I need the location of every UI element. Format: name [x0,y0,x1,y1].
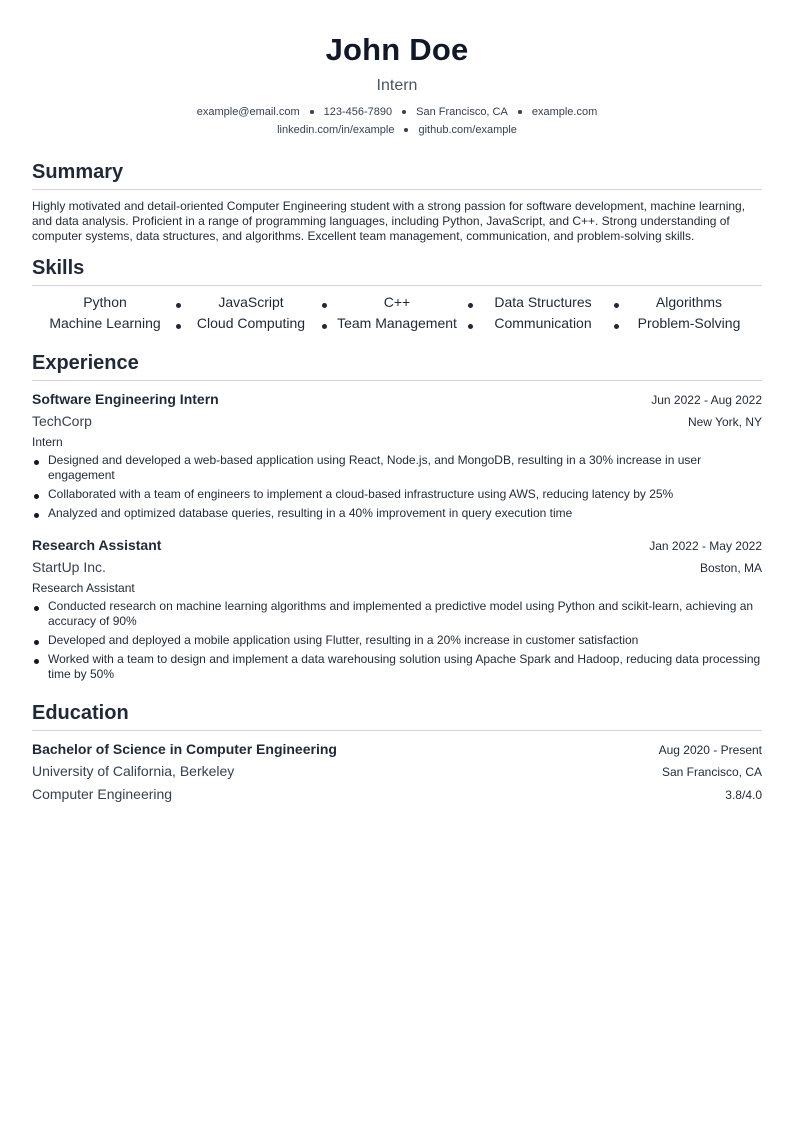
skill-item: Algorithms [655,294,723,310]
summary-section [32,159,762,244]
contact-phone[interactable]: 123-456-7890 [323,106,393,118]
company-name: TechCorp [32,413,92,429]
skill-item: Communication [470,313,616,334]
skill-item: Cloud Computing [178,313,324,334]
bullet-item: Developed and deployed a mobile application using Flutter, resulting in a 20% increase in customer satisfaction [32,633,762,648]
candidate-name: John Doe [325,32,469,67]
contact-github[interactable]: github.com/example [418,124,517,136]
job-role: Research Assistant [32,581,135,595]
contact-row-primary [32,103,762,121]
degree-title: Bachelor of Science in Computer Engineering [32,741,337,757]
job-bullets [32,453,762,521]
skill-item: C++ [324,292,470,313]
contact-row-secondary [32,121,762,139]
experience-section [32,350,762,682]
skills-list [32,292,762,334]
skill-item: JavaScript [178,292,324,313]
bullet-item: Designed and developed a web-based application using React, Node.js, and MongoDB, resulting in a 30% increase in user engagement [32,453,762,483]
resume-header [32,0,762,139]
gpa-value: 3.8/4.0 [725,788,762,802]
education-heading: Education [32,700,762,731]
bullet-item: Worked with a team to design and implement a data warehousing solution using Apache Spark and Hadoop, reducing data processing time by 50% [32,652,762,682]
job-date: Jan 2022 - May 2022 [649,539,762,553]
bullet-item: Analyzed and optimized database queries, resulting in a 40% improvement in query execution time [32,506,762,521]
experience-entry [32,389,762,521]
skill-item: Python [32,292,178,313]
experience-heading: Experience [32,350,762,381]
education-section [32,700,762,806]
company-name: StartUp Inc. [32,559,106,575]
education-date: Aug 2020 - Present [658,743,762,757]
candidate-headline: Intern [376,77,418,94]
skills-heading: Skills [32,255,762,286]
job-title: Research Assistant [32,537,162,553]
job-role: Intern [32,435,63,449]
contact-email[interactable]: example@email.com [196,106,300,118]
skills-section [32,255,762,334]
skill-item: Machine Learning [32,313,178,334]
skill-item: Problem-Solving [637,315,741,331]
separator-dot [404,128,408,132]
job-bullets [32,599,762,682]
contact-linkedin[interactable]: linkedin.com/in/example [277,124,395,136]
school-name: University of California, Berkeley [32,763,235,779]
school-location: San Francisco, CA [661,765,762,779]
experience-entry [32,535,762,682]
separator-dot [310,110,314,114]
contact-location: San Francisco, CA [416,106,508,118]
contact-website[interactable]: example.com [531,106,598,118]
field-of-study: Computer Engineering [32,786,173,802]
education-entry [32,739,762,806]
job-location: Boston, MA [699,561,762,575]
summary-heading: Summary [32,159,762,190]
job-location: New York, NY [687,415,762,429]
separator-dot [402,110,406,114]
skill-item: Data Structures [470,292,616,313]
summary-text: Highly motivated and detail-oriented Computer Engineering student with a strong passion for software development, machine learning, and data analysis. Proficient in a range of programming languages, including Python, JavaScript, and C++. Strong understanding of computer systems, data structures, and algorithms. Excellent team management, communication, and problem-solving skills. [32,199,746,243]
job-date: Jun 2022 - Aug 2022 [651,393,762,407]
job-title: Software Engineering Intern [32,391,219,407]
skill-item: Team Management [324,313,470,334]
separator-dot [518,110,522,114]
bullet-item: Conducted research on machine learning algorithms and implemented a predictive model using Python and scikit-learn, achieving an accuracy of 90% [32,599,762,629]
bullet-item: Collaborated with a team of engineers to implement a cloud-based infrastructure using AWS, reducing latency by 25% [32,487,762,502]
